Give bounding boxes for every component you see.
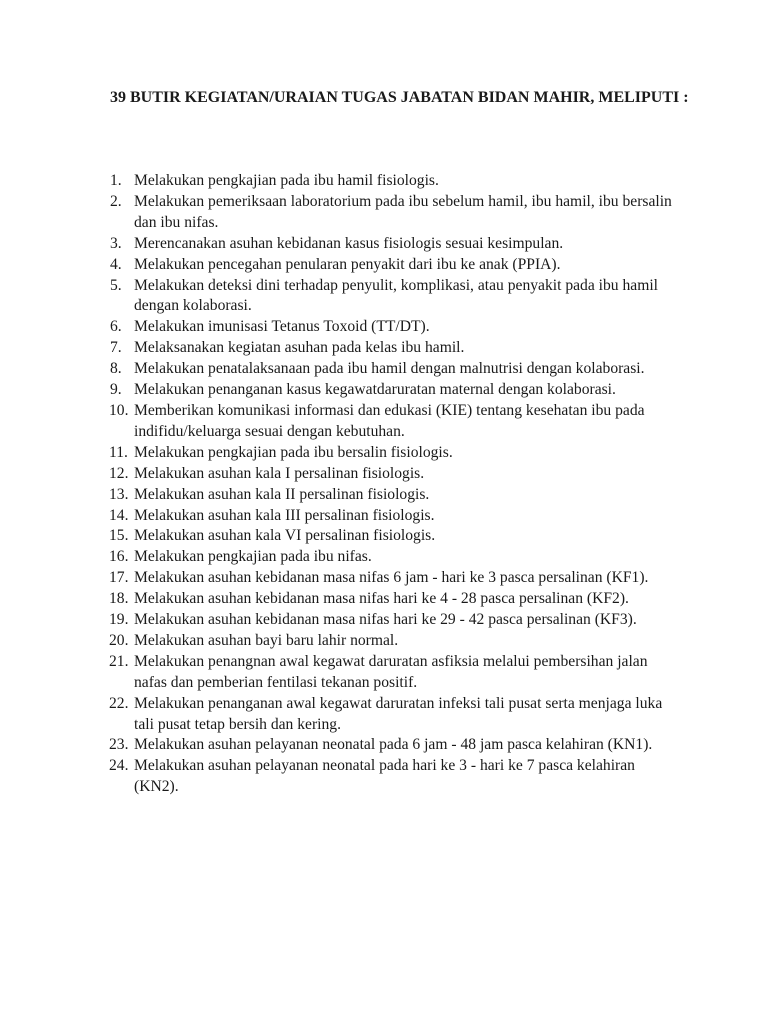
item-number: 9. xyxy=(110,381,122,399)
list-item xyxy=(0,464,674,485)
item-text: Melakukan imunisasi Tetanus Toxoid (TT/DT). xyxy=(134,318,430,336)
item-number: 12. xyxy=(109,464,129,482)
list-item xyxy=(0,506,674,527)
list-item xyxy=(0,589,674,610)
list-item xyxy=(0,756,674,798)
item-number: 13. xyxy=(109,485,129,503)
task-list xyxy=(0,171,768,798)
item-text: Memberikan komunikasi informasi dan edukasi (KIE) tentang kesehatan ibu pada indifidu/keluarga sesuai dengan kebutuhan. xyxy=(134,401,645,440)
list-item xyxy=(0,652,674,694)
list-item xyxy=(0,276,674,318)
item-number: 4. xyxy=(110,255,122,273)
item-number: 2. xyxy=(110,192,122,210)
list-item xyxy=(0,255,674,276)
item-number: 6. xyxy=(110,318,122,336)
item-text: Melakukan pengkajian pada ibu bersalin fisiologis. xyxy=(134,443,453,461)
item-number: 17. xyxy=(109,569,129,587)
list-item xyxy=(0,192,674,234)
list-item xyxy=(0,443,674,464)
item-text: Melakukan asuhan kala III persalinan fisiologis. xyxy=(134,506,435,524)
item-number: 3. xyxy=(110,234,122,252)
item-text: Melakukan asuhan kala VI persalinan fisiologis. xyxy=(134,527,436,545)
document-title: 39 BUTIR KEGIATAN/URAIAN TUGAS JABATAN BIDAN MAHIR, MELIPUTI : xyxy=(110,89,689,106)
list-item xyxy=(0,234,674,255)
item-number: 14. xyxy=(109,506,129,524)
item-number: 20. xyxy=(109,631,129,649)
item-text: Merencanakan asuhan kebidanan kasus fisiologis sesuai kesimpulan. xyxy=(134,234,564,252)
item-text: Melakukan pencegahan penularan penyakit dari ibu ke anak (PPIA). xyxy=(134,255,561,273)
list-item xyxy=(0,380,674,401)
item-number: 10. xyxy=(109,401,129,419)
item-number: 23. xyxy=(109,736,129,754)
item-text: Melakukan asuhan kebidanan masa nifas 6 jam - hari ke 3 pasca persalinan (KF1). xyxy=(134,569,649,587)
list-item xyxy=(0,735,674,756)
list-item xyxy=(0,694,674,736)
item-text: Melakukan asuhan kebidanan masa nifas hari ke 29 - 42 pasca persalinan (KF3). xyxy=(134,611,637,629)
item-text: Melakukan pengkajian pada ibu nifas. xyxy=(134,548,372,566)
item-text: Melakukan pemeriksaan laboratorium pada ibu sebelum hamil, ibu hamil, ibu bersalin dan ibu nifas. xyxy=(134,192,672,231)
item-text: Melakukan asuhan kala II persalinan fisiologis. xyxy=(134,485,430,503)
item-text: Melakukan penangnan awal kegawat daruratan asfiksia melalui pembersihan jalan nafas dan pemberian fentilasi tekanan positif. xyxy=(134,652,648,691)
item-text: Melakukan asuhan bayi baru lahir normal. xyxy=(134,631,399,649)
list-item xyxy=(0,359,674,380)
item-text: Melakukan asuhan pelayanan neonatal pada 6 jam - 48 jam pasca kelahiran (KN1). xyxy=(134,736,653,754)
list-item xyxy=(0,317,674,338)
list-item xyxy=(0,568,674,589)
list-item xyxy=(0,610,674,631)
list-item xyxy=(0,547,674,568)
item-number: 7. xyxy=(110,339,122,357)
list-item xyxy=(0,171,674,192)
item-text: Melakukan penatalaksanaan pada ibu hamil dengan malnutrisi dengan kolaborasi. xyxy=(134,360,645,378)
item-number: 22. xyxy=(109,694,129,712)
item-text: Melakukan deteksi dini terhadap penyulit, komplikasi, atau penyakit pada ibu hamil dengan kolaborasi. xyxy=(134,276,658,315)
item-number: 19. xyxy=(109,611,129,629)
item-text: Melakukan asuhan pelayanan neonatal pada hari ke 3 - hari ke 7 pasca kelahiran (KN2). xyxy=(134,757,635,796)
item-text: Melakukan asuhan kebidanan masa nifas hari ke 4 - 28 pasca persalinan (KF2). xyxy=(134,590,629,608)
list-item xyxy=(0,631,674,652)
list-item xyxy=(0,401,674,443)
item-text: Melakukan penanganan awal kegawat daruratan infeksi tali pusat serta menjaga luka tali pusat tetap bersih dan kering. xyxy=(134,694,663,733)
item-number: 16. xyxy=(109,548,129,566)
list-item xyxy=(0,338,674,359)
item-number: 18. xyxy=(109,590,129,608)
item-number: 5. xyxy=(110,276,122,294)
item-number: 24. xyxy=(109,757,129,775)
item-text: Melakukan pengkajian pada ibu hamil fisiologis. xyxy=(134,172,439,189)
item-number: 15. xyxy=(109,527,129,545)
item-text: Melaksanakan kegiatan asuhan pada kelas ibu hamil. xyxy=(134,339,465,357)
list-item xyxy=(0,485,674,506)
item-number: 1. xyxy=(110,172,122,189)
list-item xyxy=(0,526,674,547)
item-text: Melakukan penanganan kasus kegawatdaruratan maternal dengan kolaborasi. xyxy=(134,381,616,399)
item-number: 11. xyxy=(109,443,128,461)
item-text: Melakukan asuhan kala I persalinan fisiologis. xyxy=(134,464,425,482)
item-number: 8. xyxy=(110,360,122,378)
item-number: 21. xyxy=(109,652,129,670)
